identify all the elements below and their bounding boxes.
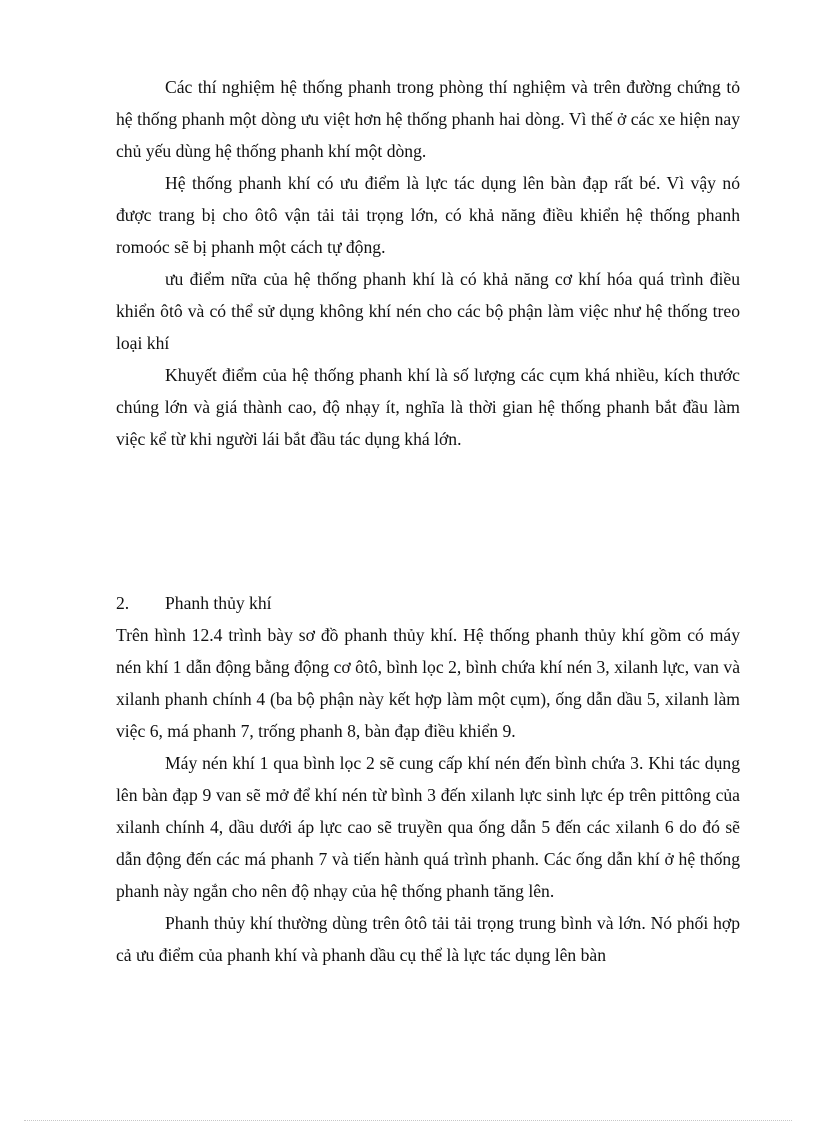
section-heading: [116, 587, 740, 619]
intro-paragraph: Trên hình 12.4 trình bày sơ đồ phanh thủy khí. Hệ thống phanh thủy khí gồm có máy nén khí 1 dẫn động bằng động cơ ôtô, bình lọc 2, bình chứa khí nén 3, xilanh lực, van và xilanh phanh chính 4 (ba bộ phận này kết hợp làm một cụm), ống dẫn dầu 5, xilanh làm việc 6, má phanh 7, trống phanh 8, bàn đạp điều khiển 9.: [116, 625, 740, 741]
paragraph: Khuyết điểm của hệ thống phanh khí là số lượng các cụm khá nhiều, kích thước chúng lớn và giá thành cao, độ nhạy ít, nghĩa là thời gian hệ thống phanh bắt đầu làm việc kể từ khi người lái bắt đầu tác dụng khá lớn.: [116, 365, 740, 449]
paragraph: Máy nén khí 1 qua bình lọc 2 sẽ cung cấp khí nén đến bình chứa 3. Khi tác dụng lên bàn đạp 9 van sẽ mở để khí nén từ bình 3 đến xilanh lực sinh lực ép trên pittông của xilanh chính 4, dầu dưới áp lực cao sẽ truyền qua ống dẫn 5 đến các xilanh 6 do đó sẽ dẫn động đến các má phanh 7 và tiến hành quá trình phanh. Các ống dẫn khí ở hệ thống phanh này ngắn cho nên độ nhạy của hệ thống phanh tăng lên.: [116, 753, 740, 901]
paragraph: ưu điểm nữa của hệ thống phanh khí là có khả năng cơ khí hóa quá trình điều khiển ôtô và có thể sử dụng không khí nén cho các bộ phận làm việc như hệ thống treo loại khí: [116, 269, 740, 353]
section-air-brake-evaluation: [116, 71, 740, 455]
paragraph: Hệ thống phanh khí có ưu điểm là lực tác dụng lên bàn đạp rất bé. Vì vậy nó được trang bị cho ôtô vận tải tải trọng lớn, có khả năng điều khiển hệ thống phanh romoóc sẽ bị phanh một cách tự động.: [116, 173, 740, 257]
section-hydro-pneumatic-brake: [116, 587, 740, 971]
section-title: Phanh thủy khí: [165, 593, 272, 613]
section-number: 2.: [116, 593, 130, 613]
page-bottom-rule: [24, 1120, 792, 1121]
paragraph: Các thí nghiệm hệ thống phanh trong phòng thí nghiệm và trên đường chứng tỏ hệ thống phanh một dòng ưu việt hơn hệ thống phanh hai dòng. Vì thế ở các xe hiện nay chủ yếu dùng hệ thống phanh khí một dòng.: [116, 77, 740, 161]
paragraph: Phanh thủy khí thường dùng trên ôtô tải tải trọng trung bình và lớn. Nó phối hợp cả ưu điểm của phanh khí và phanh dầu cụ thể là lực tác dụng lên bàn: [116, 913, 740, 965]
